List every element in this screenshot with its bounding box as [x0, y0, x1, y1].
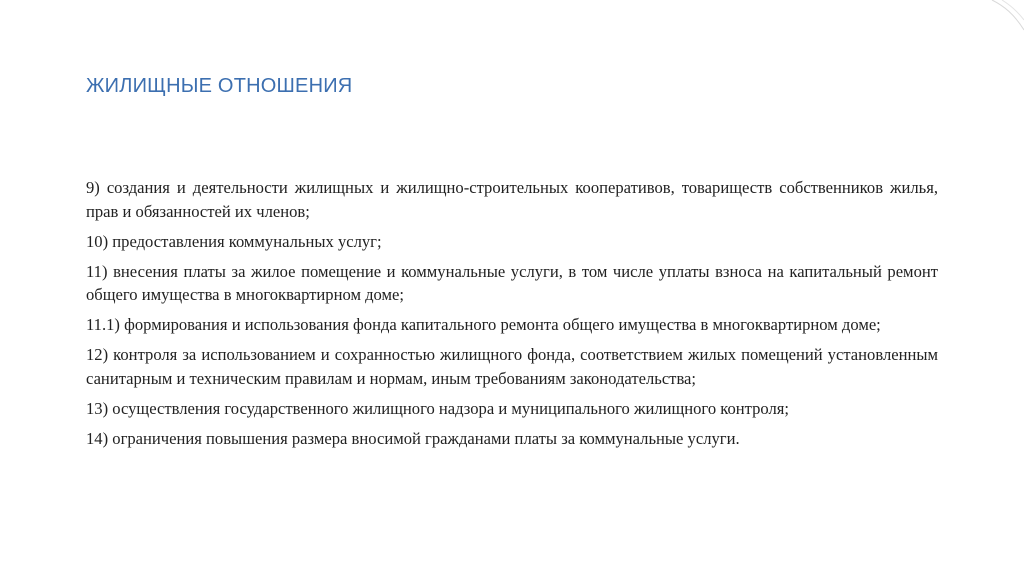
item-list — [86, 176, 938, 457]
corner-decoration — [984, 0, 1024, 40]
list-item: 11) внесения платы за жилое помещение и коммунальные услуги, в том числе уплаты взноса на капитальный ремонт общего имущества в многоквартирном доме; — [86, 261, 938, 304]
list-item: 12) контроля за использованием и сохранностью жилищного фонда, соответствием жилых помещений установленным санитарным и техническим правилам и нормам, иным требованиям законодательства; — [86, 345, 938, 388]
list-item: 11.1) формирования и использования фонда капитального ремонта общего имущества в многоквартирном доме; — [86, 315, 881, 334]
list-item: 10) предоставления коммунальных услуг; — [86, 231, 382, 251]
list-item: 13) осуществления государственного жилищного надзора и муниципального жилищного контроля; — [86, 398, 790, 418]
list-item: 9) создания и деятельности жилищных и жилищно-строительных кооперативов, товариществ собственников жилья, прав и обязанностей их членов; — [86, 178, 938, 221]
slide-title: ЖИЛИЩНЫЕ ОТНОШЕНИЯ — [86, 75, 353, 97]
list-item: 14) ограничения повышения размера вносимой гражданами платы за коммунальные услуги. — [86, 428, 740, 448]
